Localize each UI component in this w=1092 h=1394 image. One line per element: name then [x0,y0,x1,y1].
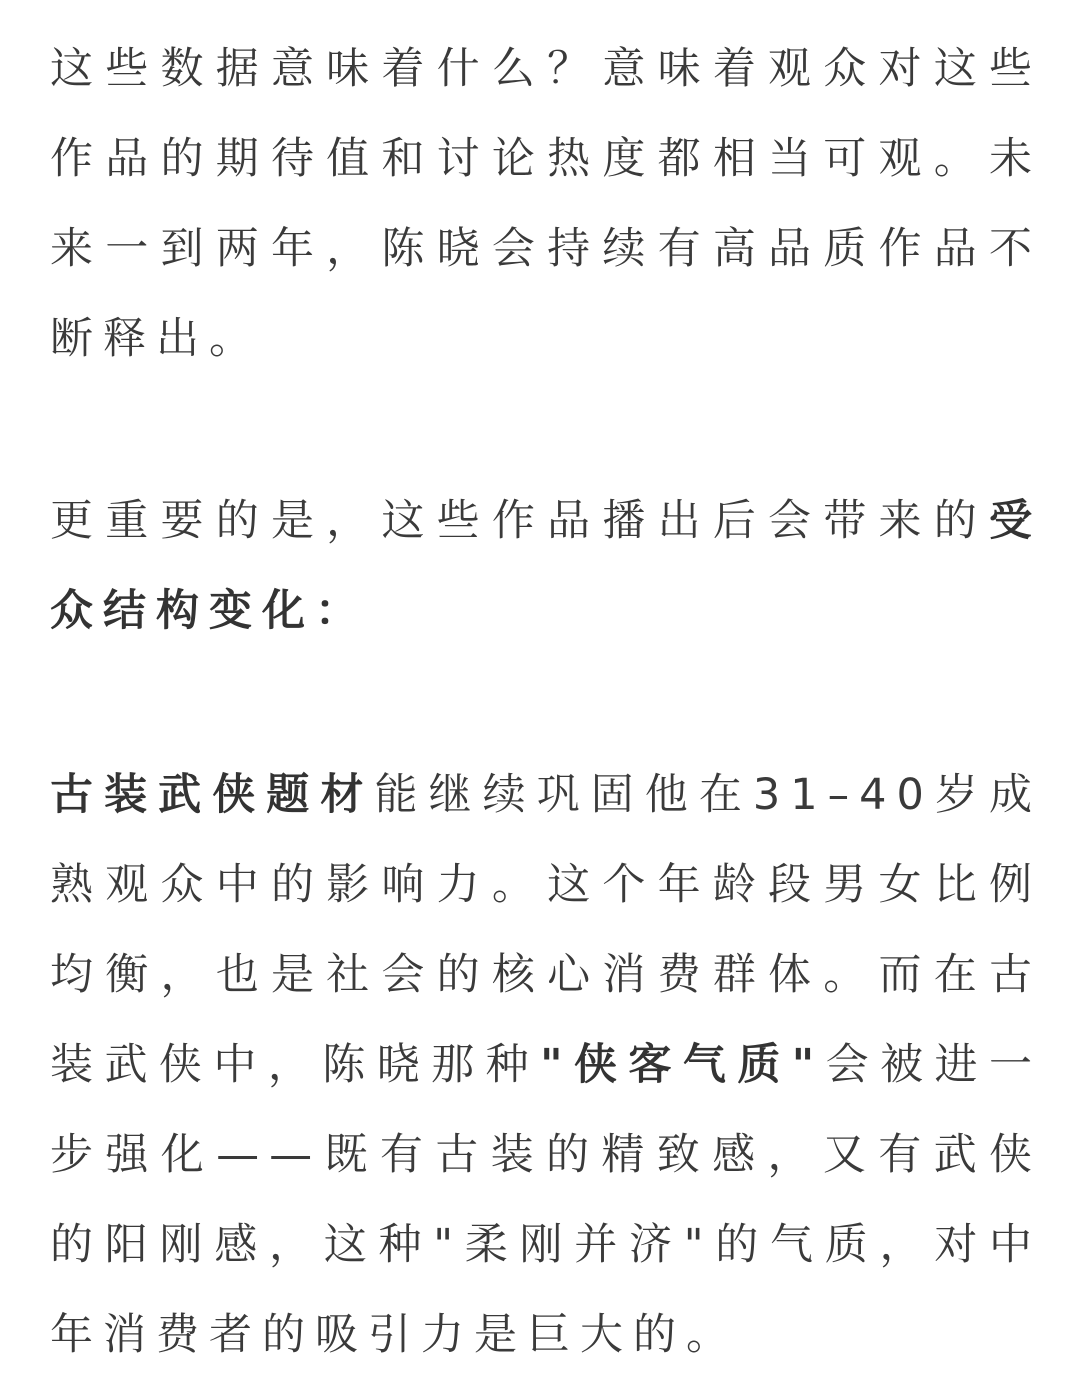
paragraph-text: 能继续巩固他在31–40岁成熟观众中的影响力。这个年龄段男女比例均衡，也是社会的核心消费群体。而在古装武侠中，陈晓那种 [50,770,1043,1090]
paragraph-text: 会被进一步强化——既有古装的精致感，又有武侠的阳刚感，这种"柔刚并济"的气质，对中年消费者的吸引力是巨大的。 [50,1040,1043,1360]
paragraph-data-meaning [50,24,1042,384]
bold-phrase-hero-temperament: "侠客气质" [540,1040,825,1090]
bold-phrase-audience-structure: 受众结构变化： [50,496,1042,636]
paragraph-wuxia-genre [50,750,1042,1380]
paragraph-text: 更重要的是，这些作品播出后会带来的 [50,496,989,546]
paragraph-audience-change [50,476,1042,656]
paragraph-text: 这些数据意味着什么？意味着观众对这些作品的期待值和讨论热度都相当可观。未来一到两年，陈晓会持续有高品质作品不断释出。 [50,44,1042,364]
bold-phrase-wuxia-genre: 古装武侠题材 [50,770,375,820]
